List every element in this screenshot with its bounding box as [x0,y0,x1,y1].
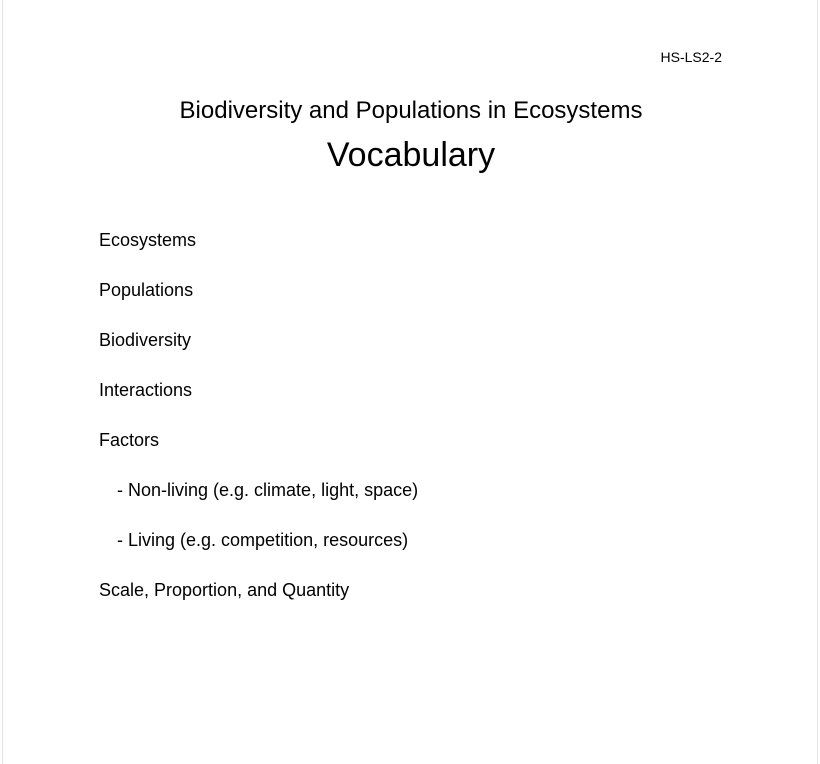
vocab-item-populations: Populations [99,280,194,300]
vocab-item-biodiversity: Biodiversity [99,330,192,350]
standard-code: HS-LS2-2 [660,49,722,65]
vocab-item-interactions: Interactions [99,380,193,400]
vocab-item-scale-proportion-quantity: Scale, Proportion, and Quantity [99,580,350,600]
document-subtitle: Biodiversity and Populations in Ecosystems [179,97,643,124]
vocab-item-factors: Factors [99,430,160,450]
vocab-subitem-living: - Living (e.g. competition, resources) [117,530,409,550]
vocab-item-ecosystems: Ecosystems [99,230,197,250]
document-page [2,0,818,764]
document-title: Vocabulary [326,136,496,174]
vocabulary-list [99,229,418,629]
vocab-subitem-non-living: - Non-living (e.g. climate, light, space) [117,480,419,500]
